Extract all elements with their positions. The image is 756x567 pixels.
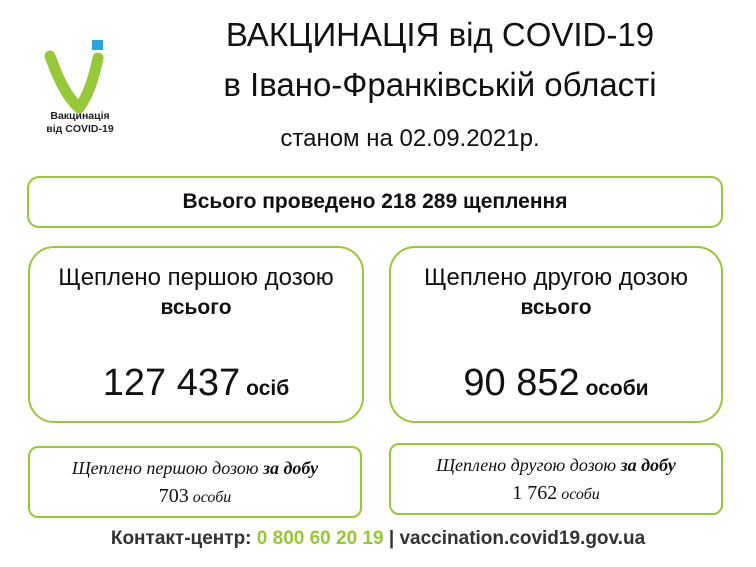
contact-site: vaccination.covid19.gov.ua	[399, 528, 646, 549]
page-title-line1: ВАКЦИНАЦІЯ від COVID-19	[225, 16, 655, 53]
total-vaccinations-box	[27, 176, 723, 228]
second-dose-total-value: 90 852	[463, 362, 580, 404]
first-dose-total-value: 127 437	[102, 362, 241, 404]
second-dose-total-value-row	[391, 360, 721, 414]
logo-caption-line2: від COVID-19	[46, 123, 114, 135]
logo-blue-mark	[92, 40, 103, 50]
first-dose-daily-card	[28, 446, 362, 518]
second-dose-daily-emph: за добу	[620, 455, 676, 475]
second-dose-total-sub: всього	[520, 296, 592, 319]
first-dose-daily-emph: за добу	[262, 458, 319, 478]
as-of-date: станом на 02.09.2021р.	[280, 125, 540, 152]
second-dose-daily-label: Щеплено другою дозою	[436, 455, 617, 475]
second-dose-daily-value-row	[391, 481, 721, 507]
first-dose-daily-value: 703	[158, 485, 189, 507]
second-dose-daily-unit: особи	[561, 486, 600, 503]
first-dose-daily-unit: особи	[192, 489, 232, 506]
contact-footer	[0, 526, 756, 552]
logo-caption	[30, 110, 130, 136]
first-dose-daily-value-row	[30, 484, 360, 510]
first-dose-total-value-row	[30, 360, 362, 414]
total-vaccinations-text: Всього проведено 218 289 щеплення	[182, 190, 568, 213]
page-title-line2: в Івано-Франківській області	[223, 66, 657, 103]
second-dose-daily-value: 1 762	[512, 482, 558, 504]
logo-caption-line1: Вакцинація	[50, 110, 110, 122]
second-dose-total-unit: особи	[585, 377, 649, 400]
logo-v-mark	[50, 56, 98, 108]
first-dose-total-card	[28, 246, 364, 423]
second-dose-daily-card	[389, 443, 723, 515]
contact-label: Контакт-центр:	[110, 528, 252, 549]
first-dose-total-sub: всього	[160, 296, 232, 319]
first-dose-total-unit: осіб	[246, 377, 290, 400]
second-dose-total-card	[389, 246, 723, 423]
footer-separator: |	[388, 528, 395, 549]
first-dose-total-label: Щеплено першою дозою	[58, 264, 334, 291]
contact-phone: 0 800 60 20 19	[256, 528, 384, 549]
second-dose-daily-label-row	[391, 454, 721, 476]
second-dose-total-label: Щеплено другою дозою	[424, 264, 688, 291]
first-dose-daily-label-row	[30, 457, 360, 479]
first-dose-daily-label: Щеплено першою дозою	[71, 458, 259, 478]
